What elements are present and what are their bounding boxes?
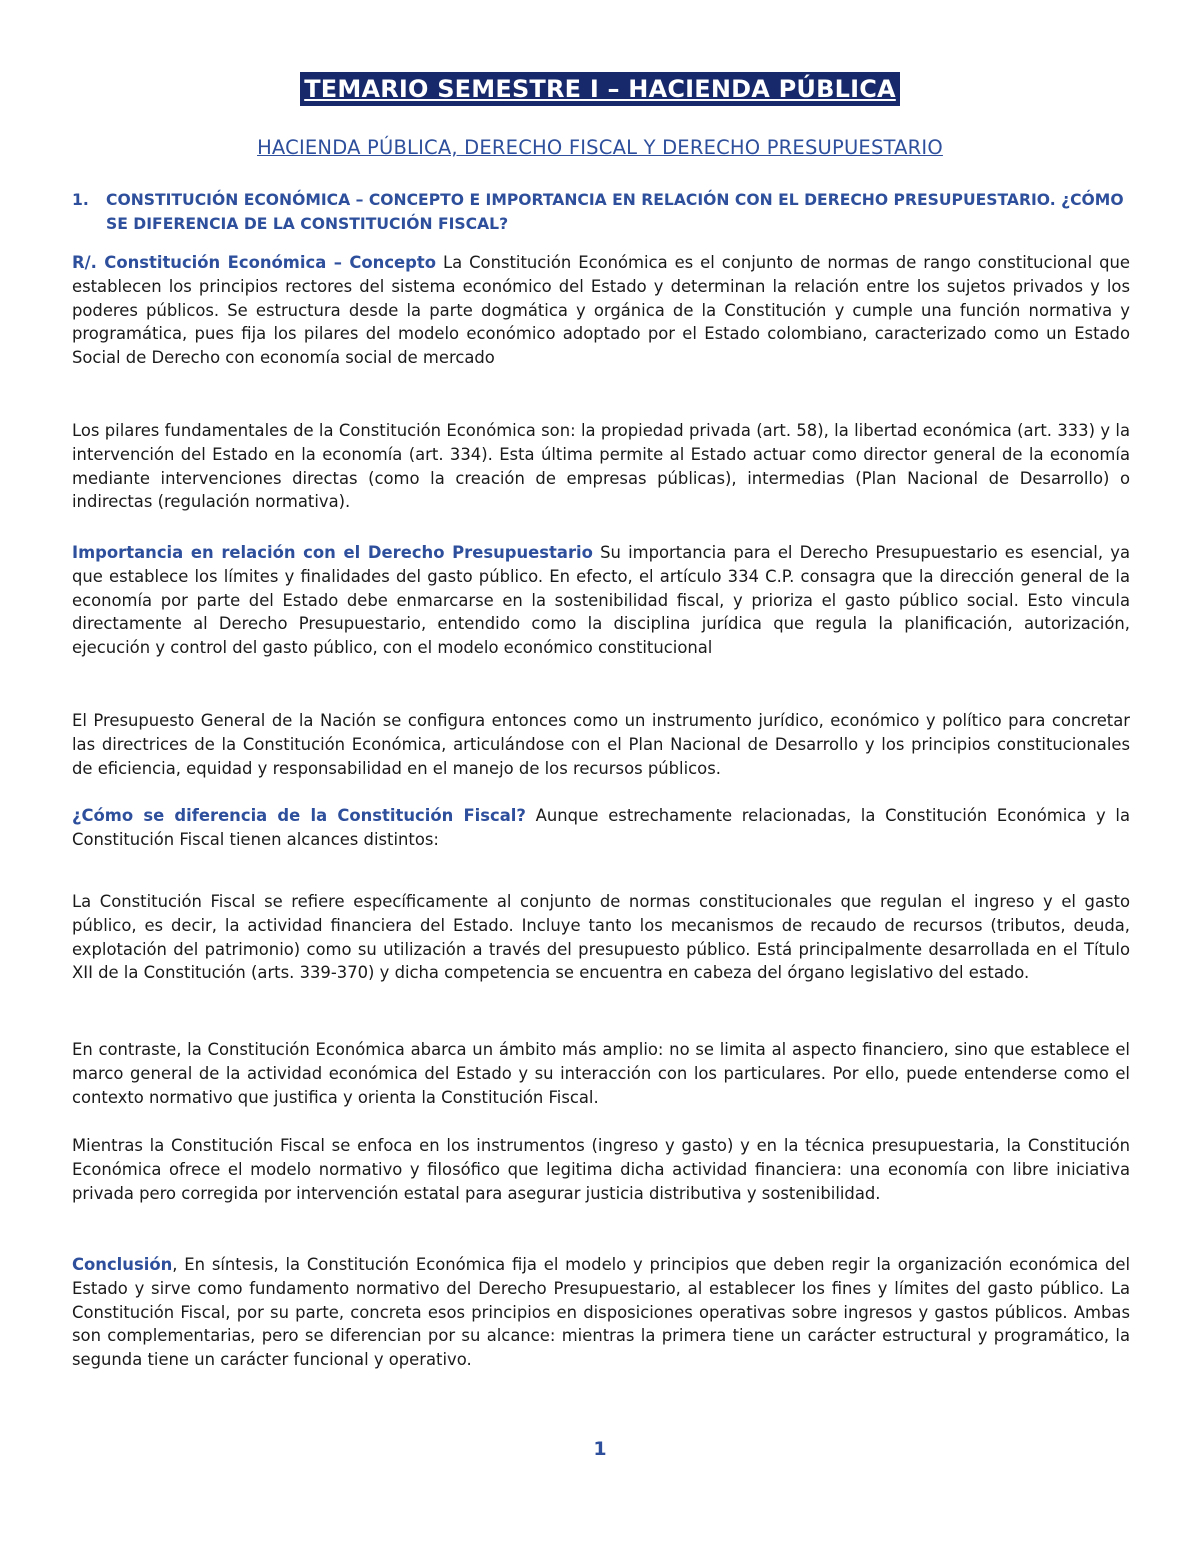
paragraph-presupuesto [72,709,1130,780]
question-number: 1. [72,191,89,209]
page-number: 1 [593,1438,607,1460]
paragraph-body: Los pilares fundamentales de la Constitución Económica son: la propiedad privada (art. 58), la libertad económica (art. 333) y la intervención del Estado en la economía (art. 334). Esta última permite al Estado actuar como director general de la economía mediante intervenciones directas (como la creación de empresas públicas), intermedias (Plan Nacional de Desarrollo) o indirectas (regulación normativa). [72,421,1130,512]
paragraph-body: Su importancia para el Derecho Presupuestario es esencial, ya que establece los límites y finalidades del gasto público. En efecto, el artículo 334 C.P. consagra que la dirección general de la economía por parte del Estado debe enmarcarse en la sostenibilidad fiscal, y prioriza el gasto público social. Esto vincula directamente al Derecho Presupuestario, entendido como la disciplina jurídica que regula la planificación, autorización, ejecución y control del gasto público, con el modelo económico constitucional [72,543,1130,658]
paragraph-lead: Conclusión [72,1255,173,1274]
document-title: TEMARIO SEMESTRE I – HACIENDA PÚBLICA [300,72,900,106]
paragraph-lead: Importancia en relación con el Derecho Presupuestario [72,543,593,562]
paragraph-lead: ¿Cómo se diferencia de la Constitución Fiscal? [72,806,526,825]
question-heading [72,188,1132,236]
paragraph-body: La Constitución Fiscal se refiere específicamente al conjunto de normas constitucionales que regulan el ingreso y el gasto público, es decir, la actividad financiera del Estado. Incluye tanto los mecanismos de recaudo de recursos (tributos, deuda, explotación del patrimonio) como su utilización a través del presupuesto público. Está principalmente desarrollada en el Título XII de la Constitución (arts. 339-370) y dicha competencia se encuentra en cabeza del órgano legislativo del estado. [72,892,1130,983]
paragraph-body: El Presupuesto General de la Nación se configura entonces como un instrumento jurídico, económico y político para concretar las directrices de la Constitución Económica, articulándose con el Plan Nacional de Desarrollo y los principios constitucionales de eficiencia, equidad y responsabilidad en el manejo de los recursos públicos. [72,711,1130,778]
paragraph-importancia [72,541,1130,660]
paragraph-body: La Constitución Económica es el conjunto de normas de rango constitucional que establecen los principios rectores del sistema económico del Estado y determinan la relación entre los sujetos privados y los poderes públicos. Se estructura desde la parte dogmática y orgánica de la Constitución y cumple una función normativa y programática, pues fija los pilares del modelo económico adoptado por el Estado colombiano, caracterizado como un Estado Social de Derecho con economía social de mercado [72,253,1130,368]
question-text: CONSTITUCIÓN ECONÓMICA – CONCEPTO E IMPORTANCIA EN RELACIÓN CON EL DERECHO PRESUPUESTARIO. ¿CÓMO SE DIFERENCIA DE LA CONSTITUCIÓN FISCAL? [106,191,1124,233]
paragraph-concepto [72,251,1130,370]
paragraph-constitucion-fiscal [72,890,1130,985]
paragraph-lead: R/. Constitución Económica – Concepto [72,253,436,272]
paragraph-body: En contraste, la Constitución Económica abarca un ámbito más amplio: no se limita al aspecto financiero, sino que establece el marco general de la actividad económica del Estado y su interacción con los particulares. Por ello, puede entenderse como el contexto normativo que justifica y orienta la Constitución Fiscal. [72,1040,1130,1107]
paragraph-diferencia [72,804,1130,852]
paragraph-pilares [72,419,1130,514]
paragraph-body: Mientras la Constitución Fiscal se enfoca en los instrumentos (ingreso y gasto) y en la técnica presupuestaria, la Constitución Económica ofrece el modelo normativo y filosófico que legitima dicha actividad financiera: una economía con libre iniciativa privada pero corregida por intervención estatal para asegurar justicia distributiva y sostenibilidad. [72,1136,1130,1203]
paragraph-conclusion [72,1253,1130,1372]
document-subtitle: HACIENDA PÚBLICA, DERECHO FISCAL Y DERECHO PRESUPUESTARIO [257,136,943,159]
title-block [0,72,1200,106]
paragraph-body: Aunque estrechamente relacionadas, la Constitución Económica y la Constitución Fiscal tienen alcances distintos: [72,806,1131,849]
paragraph-contraste [72,1038,1130,1109]
paragraph-body: , En síntesis, la Constitución Económica fija el modelo y principios que deben regir la organización económica del Estado y sirve como fundamento normativo del Derecho Presupuestario, al establecer los fines y límites del gasto público. La Constitución Fiscal, por su parte, concreta esos principios en disposiciones operativas sobre ingresos y gastos públicos. Ambas son complementarias, pero se diferencian por su alcance: mientras la primera tiene un carácter estructural y programático, la segunda tiene un carácter funcional y operativo. [72,1255,1130,1370]
paragraph-mientras [72,1134,1130,1205]
